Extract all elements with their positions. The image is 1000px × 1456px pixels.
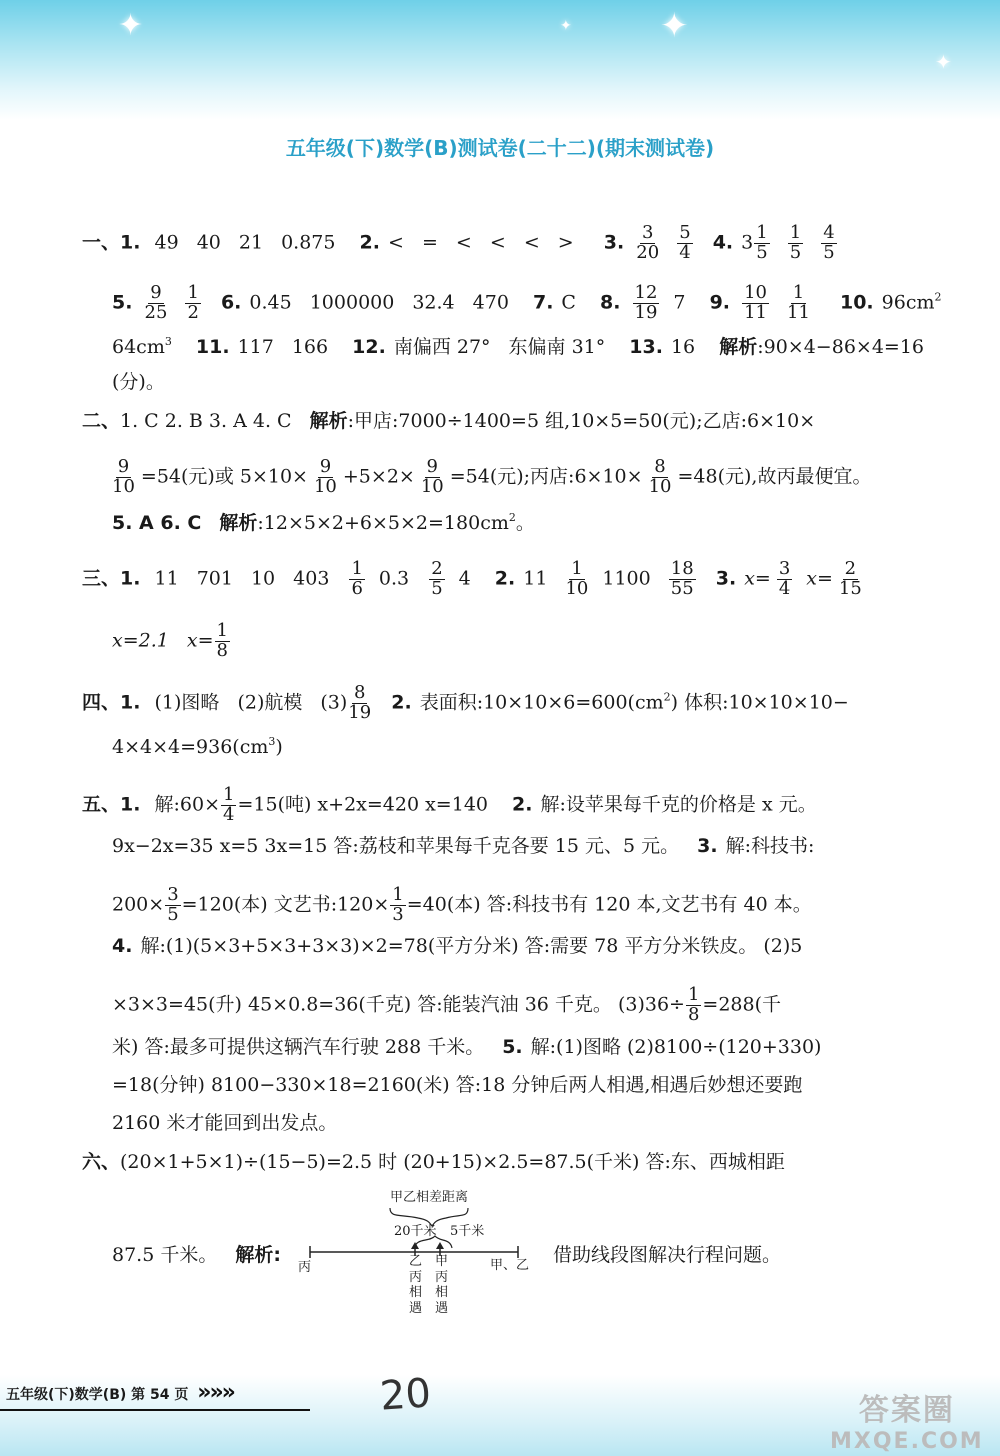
fraction: $\frac{3}{4}$ xyxy=(778,558,791,599)
section-4-line-1: 四、1. (1)图略 (2)航模 (3) $\frac{8}{19}$ 2. 表面积$:10\times 10\times 6=600(cm^2)$ 体积:10×10×10− xyxy=(82,682,849,723)
fraction: $\frac{1}{6}$ xyxy=(351,558,363,599)
section-5-line-3: 200× $\frac{3}{5}$ =120(本) 文艺书:120× $\frac{1}{3}$ =40(本) 答:科技书有 120 本,文艺书有 40 本。 xyxy=(112,884,812,925)
diagram-left-label: 丙 xyxy=(298,1260,312,1275)
section-5-line-4: 4. 解:(1)(5×3+5×3+3×3)×2=78(平方分米) 答:需要 78 平方分米铁皮。 (2)5 xyxy=(112,935,803,957)
fraction: $\frac{3}{5}$ xyxy=(167,884,179,925)
fraction: $\frac{10}{11}$ xyxy=(744,282,767,323)
line-segment-diagram xyxy=(290,1180,550,1330)
sparkle-icon: ✦ xyxy=(560,18,572,34)
section-6-line-2: 87.5 千米。 解析: xyxy=(112,1244,281,1266)
fraction: $\frac{2}{5}$ xyxy=(431,558,443,599)
diagram-meet-2: 甲丙相遇 xyxy=(435,1254,449,1316)
fraction: $\frac{1}{11}$ xyxy=(787,282,810,323)
section-1-line-3: $64cm^3$ 11. 117 166 12. 南偏西 27° 东偏南 31° 13. 16 解析:90×4−86×4=16 xyxy=(112,335,925,358)
section-2-line-2: $\frac{9}{10}$ =54(元)或 5×10× $\frac{9}{10}$ +5×2× $\frac{9}{10}$ =54(元);丙店:6×10× $\frac{8}{10}$ =48(元),故丙最便宜。 xyxy=(112,456,872,497)
fraction: $\frac{5}{4}$ xyxy=(679,222,691,263)
section-1-line-4: (分)。 xyxy=(112,371,165,393)
fraction: $\frac{9}{10}$ xyxy=(313,456,337,497)
diagram-right-label: 甲、乙 xyxy=(490,1258,530,1273)
fraction: $\frac{1}{4}$ xyxy=(223,784,235,825)
section-1-line-1: 一、1. 49 40 21 0.875 2. < = < < < > 3. $\frac{3}{20}$ $\frac{5}{4}$ 4. 3 $\frac{1}{5}$ $\frac{1}{5}$ $\frac{4}{5}$ xyxy=(82,222,835,263)
fraction: $\frac{1}{8}$ xyxy=(687,984,700,1025)
sparkle-icon: ✦ xyxy=(660,6,689,46)
fraction: $\frac{12}{19}$ xyxy=(634,282,658,323)
section-2-line-1: 二、1. C 2. B 3. A 4. C 解析:甲店:7000÷1400=5 组,10×5=50(元);乙店:6×10× xyxy=(82,410,816,432)
diagram-meet-1: 乙丙相遇 xyxy=(409,1254,423,1316)
section-5-line-1: 五、1. 解:60× $\frac{1}{4}$ =15(吨) x+2x=420 x=140 2. 解:设苹果每千克的价格是 x 元。 xyxy=(82,784,817,825)
section-5-line-8: 2160 米才能回到出发点。 xyxy=(112,1112,338,1134)
section-6-note: 借助线段图解决行程问题。 xyxy=(553,1244,782,1266)
section-6-line-1: 六、(20×1+5×1)÷(15−5)=2.5 时 (20+15)×2.5=87.5(千米) 答:东、西城相距 xyxy=(82,1151,785,1173)
top-banner xyxy=(0,0,1000,120)
section-3-line-1: 三、1. 11 701 10 403 $\frac{1}{6}$ 0.3 $\frac{2}{5}$ 4 2. 11 $\frac{1}{10}$ 1100 $\frac{18}{55}$ 3. x= $\frac{3}{4}$ x= $\frac{2}{15}$ xyxy=(82,558,862,599)
diagram-distance-1: 20千米 xyxy=(394,1224,437,1239)
fraction: $\frac{1}{3}$ xyxy=(392,884,404,925)
fraction: $\frac{9}{10}$ xyxy=(112,456,135,497)
diagram-distance-2: 5千米 xyxy=(450,1224,485,1239)
fraction: $\frac{8}{10}$ xyxy=(648,456,672,497)
diagram-top-label: 甲乙相差距离 xyxy=(390,1190,469,1205)
fraction: $\frac{1}{8}$ xyxy=(216,620,228,661)
fraction: $\frac{1}{5}$ xyxy=(756,222,768,263)
fraction: $\frac{4}{5}$ xyxy=(823,222,835,263)
watermark: 答案圈 MXQE.COM xyxy=(830,1393,984,1454)
page-title: 五年级(下)数学(B)测试卷(二十二)(期末测试卷) xyxy=(285,136,715,160)
fraction: $\frac{1}{10}$ xyxy=(565,558,589,599)
fraction: $\frac{9}{25}$ xyxy=(144,282,168,323)
section-3-line-2: x=2.1 x= $\frac{1}{8}$ xyxy=(112,620,228,661)
section-2-line-3: 5. A 6. C 解析$:12\times 5\times 2+6\times 5\times 2=180cm^2$。 xyxy=(112,511,535,534)
sparkle-icon: ✦ xyxy=(935,50,952,74)
section-4-line-2: $4\times 4\times 4=936(cm^3)$ xyxy=(112,735,283,758)
fraction: $\frac{18}{55}$ xyxy=(670,558,694,599)
sparkle-icon: ✦ xyxy=(118,8,144,43)
section-5-line-7: =18(分钟) 8100−330×18=2160(米) 答:18 分钟后两人相遇,相遇后妙想还要跑 xyxy=(112,1074,803,1096)
fraction: $\frac{1}{2}$ xyxy=(187,282,199,323)
fraction: $\frac{2}{15}$ xyxy=(838,558,862,599)
arrow-icon: »»» xyxy=(197,1380,234,1405)
handwritten-page-number: 20 xyxy=(378,1370,433,1420)
section-5-line-5: ×3×3=45(升) 45×0.8=36(千克) 答:能装汽油 36 千克。 (3)36÷ $\frac{1}{8}$ =288(千 xyxy=(112,984,782,1025)
footer-label: 五年级(下)数学(B) 第 54 页 »»» xyxy=(6,1380,234,1405)
section-5-line-6: 米) 答:最多可提供这辆汽车行驶 288 千米。 5. 解:(1)图略 (2)8100÷(120+330) xyxy=(112,1036,822,1058)
fraction: $\frac{3}{20}$ xyxy=(636,222,660,263)
section-1-line-2: 5. $\frac{9}{25}$ $\frac{1}{2}$ 6. 0.45 1000000 32.4 470 7. C 8. $\frac{12}{19}$ 7 9. $\frac{10}{11}$ $\frac{1}{11}$ 10. $96cm^2$ xyxy=(112,282,942,323)
fraction: $\frac{9}{10}$ xyxy=(420,456,444,497)
section-5-line-2: 9x−2x=35 x=5 3x=15 答:荔枝和苹果每千克各要 15 元、5 元。 3. 解:科技书: xyxy=(112,835,815,857)
fraction: $\frac{8}{19}$ xyxy=(348,682,372,723)
fraction: $\frac{1}{5}$ xyxy=(789,222,802,263)
footer-underline xyxy=(0,1408,320,1412)
